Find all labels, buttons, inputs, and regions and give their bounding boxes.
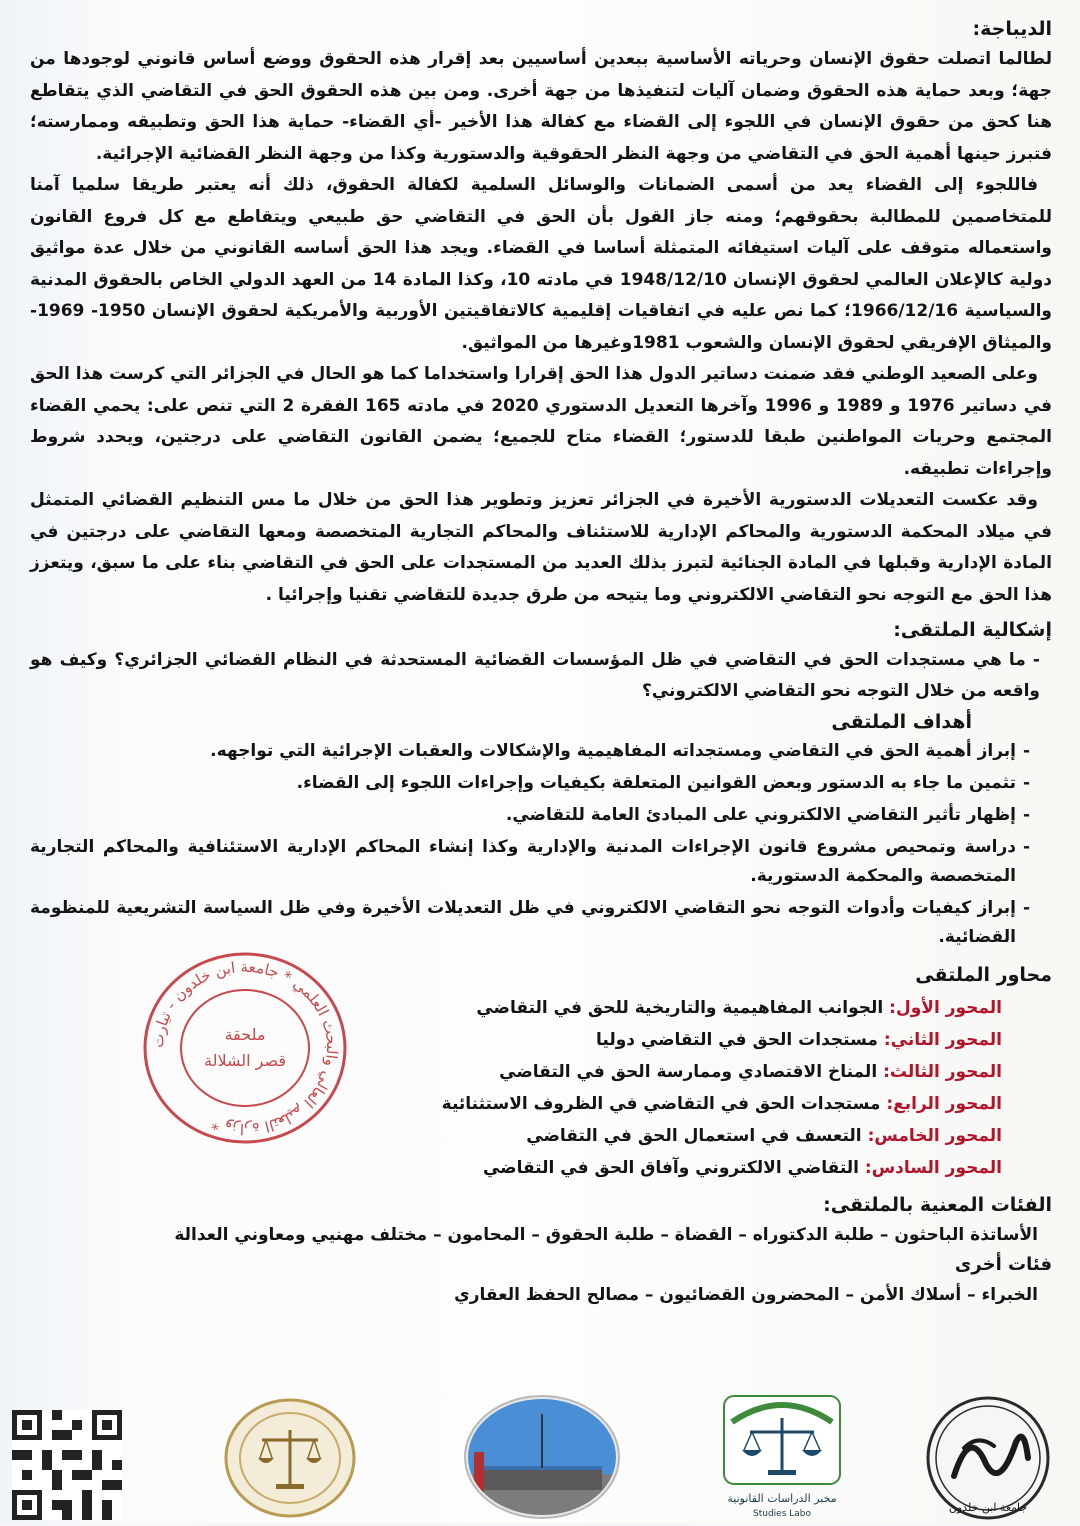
goals-list: [30, 737, 1052, 952]
axis-label: المحور الأول:: [889, 998, 1002, 1018]
axis-label: المحور الرابع:: [886, 1094, 1002, 1114]
axis-item: [30, 1152, 1002, 1184]
university-stamp: [136, 948, 354, 1148]
law-lab-title: مخبر الدراسات القانونية: [727, 1492, 837, 1505]
stamp-inner-line-2: قصر الشلالة: [203, 1051, 287, 1070]
axis-text: التقاضي الالكتروني وآفاق الحق في التقاضي: [482, 1158, 865, 1178]
justice-emblem-graphic: [220, 1396, 360, 1521]
axis-label: المحور الثالث:: [883, 1062, 1002, 1082]
university-logo-graphic: [920, 1386, 1056, 1522]
preamble-heading: الديباجة:: [972, 18, 1052, 40]
audience-text: الأساتذة الباحثون – طلبة الدكتوراه – القضاة – طلبة الحقوق – المحامون – مختلف مهنيي ومعاوني العدالة: [174, 1225, 1038, 1245]
university-logo: [920, 1386, 1056, 1522]
axis-text: مستجدات الحق في التقاضي دوليا: [596, 1030, 884, 1050]
preamble-paragraph-2: فاللجوء إلى القضاء يعد من أسمى الضمانات والوسائل السلمية لكفالة الحقوق، ذلك أنه يعتبر طريقا سلميا آمنا للمتخاصمين للمطالبة بحقوقهم؛ ومنه جاز القول بأن الحق في التقاضي حق طبيعي ويتقاطع مع كل فروع القانون واستعماله متوقف على آليات استيفائه المتمثلة أساسا في القضاء. ويجد هذا الحق أساسه القانوني من خلال عدة مواثيق دولية كالإعلان العالمي لحقوق الإنسان 1948/12/10 في مادته 10، وكذا المادة 14 من العهد الدولي الخاص بالحقوق المدنية والسياسية 1966/12/16؛ كما نص عليه في اتفاقيات إقليمية كالاتفاقيتين الأوربية والأمريكية لحقوق الإنسان 1950- 1969- والميثاق الإفريقي لحقوق الإنسان والشعوب 1981وغيرها من المواثيق.: [30, 175, 1052, 353]
goal-item: - إبراز أهمية الحق في التقاضي ومستجداته المفاهيمية والإشكالات والعقبات الإجرائية التي تواجهه.: [30, 737, 1026, 766]
goal-item: - إظهار تأثير التقاضي الالكتروني على المبادئ العامة للتقاضي.: [30, 801, 1026, 830]
audience-heading: الفئات المعنية بالملتقى:: [823, 1194, 1052, 1216]
law-lab-subtitle: Studies Labo: [753, 1509, 811, 1519]
preamble-paragraph-4: وقد عكست التعديلات الدستورية الأخيرة في الجزائر تعزيز وتطوير هذا الحق من خلال ما مس التنظيم القضائي المتمثل في ميلاد المحكمة الدستورية والمحاكم الإدارية للاستئناف والمحاكم التجارية المتخصصة ومعها التقاضي على درجتين في المادة الإدارية وقبلها في المادة الجنائية لتبرز بذلك العديد من المستجدات على الحق في التقاضي بناء على ما سبق، ويتعزز هذا الحق مع التوجه نحو التقاضي الالكتروني وما يتيحه من طرق جديدة للتقاضي تقنيا وإجرائيا .: [30, 490, 1052, 605]
preamble-paragraph-1: لطالما اتصلت حقوق الإنسان وحرياته الأساسية ببعدين أساسيين بعد إقرار هذه الحقوق ووضع أساس قانوني لوجودها من جهة؛ وبعد حماية هذه الحقوق وضمان آليات لتنفيذها من جهة أخرى. ومن بين هذه الحقوق الحق في التقاضي الذي يتقاطع هنا كحق من حقوق الإنسان في اللجوء إلى القضاء مع كفالة هذا الأخير -أي القضاء- حماية هذا الحق وتطبيقه وممارسته؛ فتبرز حينها أهمية الحق في التقاضي من وجهة النظر الحقوقية والدستورية وكذا من وجهة النظر القضائية الإجرائية.: [30, 49, 1052, 164]
goal-item: - إبراز كيفيات وأدوات التوجه نحو التقاضي الالكتروني في ظل التعديلات الأخيرة وفي ظل السياسة التشريعية للمنظومة القضائية.: [30, 894, 1026, 952]
campus-building-logo: [462, 1394, 622, 1520]
goal-item: - دراسة وتمحيص مشروع قانون الإجراءات المدنية والإدارية وكذا إنشاء المحاكم الإدارية الاستئنافية والمحاكم التجارية المتخصصة والمحكمة الدستورية.: [30, 833, 1026, 891]
goals-heading: أهداف الملتقى: [831, 711, 972, 733]
other-audience-heading: فئات أخرى: [954, 1254, 1052, 1275]
axis-text: مستجدات الحق في التقاضي في الظروف الاستثنائية: [441, 1094, 887, 1114]
problem-text: - ما هي مستجدات الحق في التقاضي في ظل المؤسسات القضائية المستحدثة في النظام القضائي الجزائري؟ وكيف هو واقعه من خلال التوجه نحو التقاضي الالكتروني؟: [30, 650, 1040, 701]
qr-code-icon: [12, 1410, 122, 1520]
stamp-inner-line-1: ملحقة: [224, 1025, 266, 1044]
justice-emblem-logo: [220, 1396, 360, 1521]
axis-label: المحور الثاني:: [883, 1030, 1002, 1050]
law-lab-graphic: [720, 1392, 844, 1520]
other-audience-text: الخبراء – أسلاك الأمن – المحضرون القضائيون – مصالح الحفظ العقاري: [454, 1285, 1038, 1305]
axis-text: الجوانب المفاهيمية والتاريخية للحق في التقاضي: [476, 998, 890, 1018]
goal-item: - تثمين ما جاء به الدستور وبعض القوانين المتعلقة بكيفيات وإجراءات اللجوء إلى القضاء.: [30, 769, 1026, 798]
campus-building-graphic: [462, 1394, 622, 1520]
qr-code-graphic: [12, 1410, 122, 1520]
axis-label: المحور الخامس:: [867, 1126, 1002, 1146]
axes-heading: محاور الملتقى: [915, 964, 1052, 986]
axis-text: المناخ الاقتصادي وممارسة الحق في التقاضي: [499, 1062, 884, 1082]
law-studies-lab-logo: [720, 1392, 844, 1520]
stamp-graphic: [136, 948, 354, 1148]
problem-heading: إشكالية الملتقى:: [893, 619, 1052, 641]
stamp-outer-text: وزارة التعليم العالي والبحث العلمي * جامعة ابن خلدون - تيارت *: [148, 957, 342, 1139]
footer-logos: [0, 1380, 1080, 1523]
university-logo-text: جامعة ابن خلدون: [948, 1501, 1028, 1514]
axis-text: التعسف في استعمال الحق في التقاضي: [526, 1126, 868, 1146]
preamble-paragraph-3: وعلى الصعيد الوطني فقد ضمنت دساتير الدول هذا الحق إقرارا واستخداما كما هو الحال في الجزائر التي كرست هذا الحق في دساتير 1976 و 1989 و 1996 وآخرها التعديل الدستوري 2020 في مادته 165 الفقرة 2 التي تنص على: يحمي القضاء المجتمع وحريات المواطنين طبقا للدستور؛ القضاء متاح للجميع؛ يضمن القانون التقاضي على درجتين، ويحدد شروط وإجراءات تطبيقه.: [30, 364, 1053, 479]
axis-label: المحور السادس:: [864, 1158, 1002, 1178]
